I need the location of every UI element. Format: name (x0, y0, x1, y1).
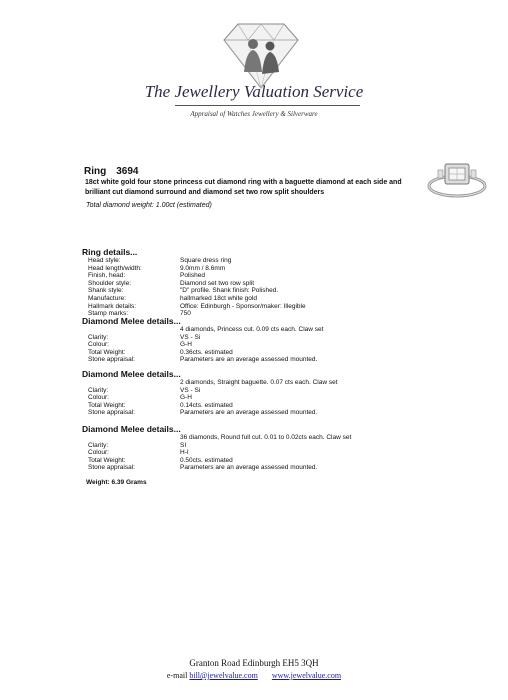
detail-label: Total Weight: (88, 348, 126, 356)
detail-value: hallmarked 18ct white gold (180, 295, 257, 302)
detail-label: Total Weight: (88, 401, 126, 409)
diamond-logo-icon (222, 22, 300, 90)
detail-label: Stone appraisal: (88, 464, 135, 472)
detail-label: Shank style: (88, 287, 124, 295)
detail-label: Colour: (88, 449, 109, 457)
detail-value: Office: Edinburgh - Sponsor/maker: Illegible (180, 302, 306, 310)
melee-summary: 2 diamonds, Straight baguette. 0.07 cts each. Claw set (180, 379, 338, 386)
melee-summary: 4 diamonds, Princess cut. 0.09 cts each. Claw set (180, 326, 324, 333)
detail-label: Finish, head: (88, 272, 126, 280)
detail-value: G-H (180, 394, 192, 402)
melee-details-title: Diamond Melee details... (82, 369, 181, 379)
detail-value: Polished (180, 272, 205, 280)
detail-label: Stone appraisal: (88, 409, 135, 417)
detail-value: VS - Si (180, 386, 201, 394)
detail-label: Stone appraisal: (88, 356, 135, 364)
detail-value: 0.14cts. estimated (180, 401, 233, 409)
detail-value: 0.36cts. estimated (180, 348, 233, 356)
melee-details-title: Diamond Melee details... (82, 424, 181, 434)
detail-value: Parameters are an average assessed mounted. (180, 464, 318, 472)
detail-label: Head style: (88, 257, 121, 264)
item-heading (84, 166, 138, 177)
detail-label: Head length/width: (88, 264, 142, 272)
company-tagline: Appraisal of Watches Jewellery & Silverware (190, 110, 318, 118)
detail-label: Clarity: (88, 333, 109, 341)
company-name: The Jewellery Valuation Service (144, 82, 364, 101)
item-description: 18ct white gold four stone princess cut diamond ring with a baguette diamond at each side and brilliant cut diamond surround and diamond set two row split shoulders (85, 179, 402, 196)
total-diamond-weight: Total diamond weight: 1.00ct (estimated) (86, 202, 212, 209)
detail-value: SI (180, 441, 187, 449)
detail-value: G-H (180, 341, 192, 349)
detail-value: Square dress ring (180, 257, 232, 264)
detail-value: 9.0mm / 8.6mm (180, 264, 226, 272)
detail-label: Shoulder style: (88, 279, 131, 287)
footer-contact (0, 671, 508, 680)
detail-label: Colour: (88, 394, 109, 402)
email-label: e-mail (166, 671, 188, 680)
detail-value: Parameters are an average assessed mounted. (180, 356, 318, 364)
ring-photo (425, 158, 489, 200)
detail-value: Diamond set two row split (180, 279, 255, 287)
item-type: Ring (84, 166, 107, 177)
item-weight: Weight: 6.39 Grams (86, 479, 147, 486)
item-number: 3694 (116, 166, 139, 177)
detail-label: Hallmark details: (88, 302, 137, 310)
detail-value: "D" profile. Shank finish: Polished. (180, 287, 279, 295)
detail-label: Clarity: (88, 386, 109, 394)
email-link[interactable]: bill@jewelvalue.com (189, 671, 258, 680)
website-link[interactable]: www.jewelvalue.com (271, 671, 342, 680)
header-divider (175, 105, 360, 106)
detail-label: Clarity: (88, 441, 109, 449)
detail-value: 0.50cts. estimated (180, 456, 233, 464)
detail-value: Parameters are an average assessed mounted. (180, 409, 318, 417)
footer-address: Granton Road Edinburgh EH5 3QH (189, 658, 319, 668)
detail-value: VS - Si (180, 333, 201, 341)
melee-summary: 36 diamonds, Round full cut. 0.01 to 0.02cts each. Claw set (180, 434, 352, 441)
melee-details-title: Diamond Melee details... (82, 316, 181, 326)
detail-label: Total Weight: (88, 456, 126, 464)
detail-label: Colour: (88, 341, 109, 349)
ring-details-title: Ring details... (82, 247, 138, 257)
detail-label: Manufacture: (88, 295, 126, 302)
detail-label: Stamp marks: (88, 310, 129, 318)
detail-value: 750 (180, 310, 191, 318)
detail-value: H-I (180, 449, 189, 457)
